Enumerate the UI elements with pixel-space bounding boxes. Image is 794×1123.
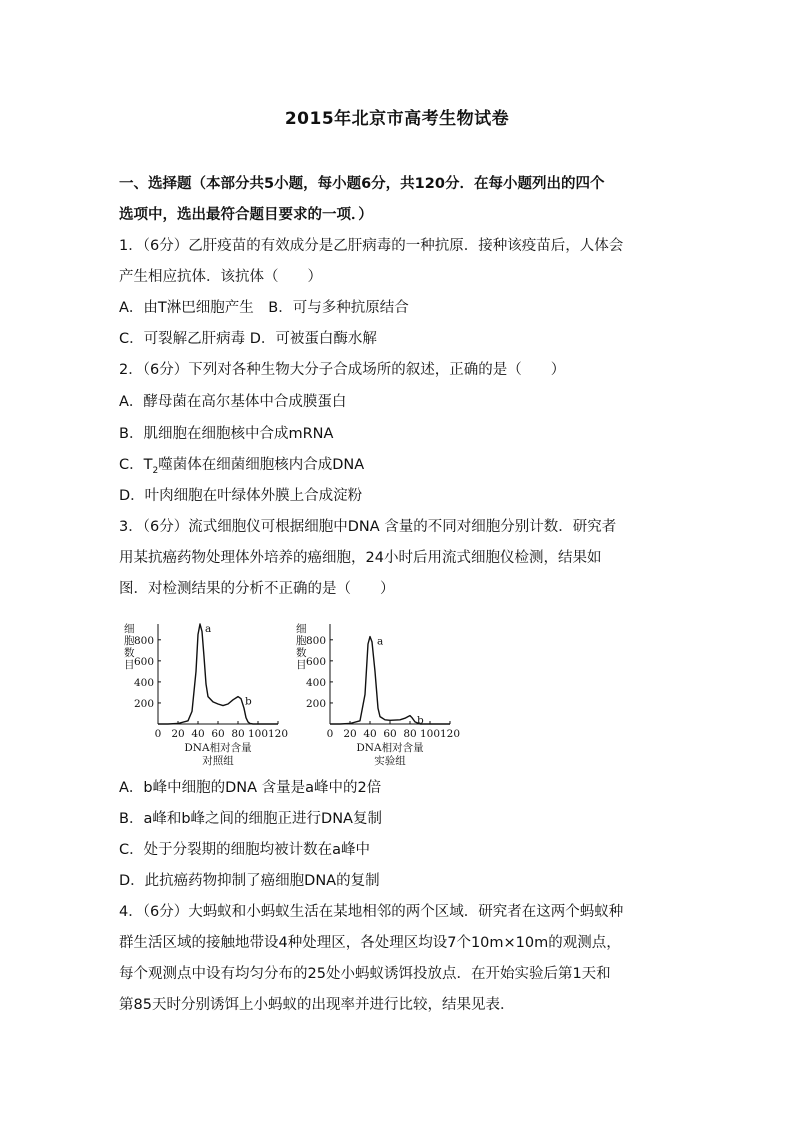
x-tick-label: 20: [343, 728, 357, 740]
peak-label: a: [205, 623, 212, 635]
q2-option-b: B．肌细胞在细胞核中合成mRNA: [119, 426, 334, 442]
y-axis-label: 细胞数目: [296, 623, 307, 671]
q3-stem-line3: 图．对检测结果的分析不正确的是（ ）: [119, 581, 395, 597]
y-axis-label: 细胞数目: [124, 623, 135, 671]
series-line: [158, 624, 278, 724]
q2-option-c-subscript: 2: [152, 465, 159, 476]
x-tick-label: 80: [231, 728, 245, 740]
q1-stem-line1: 1．（6分）乙肝疫苗的有效成分是乙肝病毒的一种抗原．接种该疫苗后，人体会: [119, 238, 624, 254]
q1-options-ab: A．由T淋巴细胞产生 B．可与多种抗原结合: [119, 300, 409, 316]
x-tick-label: 0: [326, 728, 334, 740]
q4-stem-line3: 每个观测点中设有均匀分布的25处小蚂蚁诱饵投放点．在开始实验后第1天和: [119, 966, 611, 982]
page-title: 2015年北京市高考生物试卷: [284, 109, 510, 129]
x-axis-label: DNA相对含量: [184, 742, 252, 754]
y-tick-label: 600: [305, 655, 326, 668]
x-tick-label: 100: [419, 728, 441, 740]
x-tick-label: 20: [171, 728, 185, 740]
section-heading-line1: 一、选择题（本部分共5小题，每小题6分，共120分．在每小题列出的四个: [119, 176, 605, 192]
control-group-chart: [124, 623, 288, 767]
q1-options-cd: C．可裂解乙肝病毒 D．可被蛋白酶水解: [119, 331, 377, 347]
q4-stem-line4: 第85天时分别诱饵上小蚂蚁的出现率并进行比较，结果见表．: [119, 997, 515, 1013]
peak-label: b: [245, 695, 252, 708]
x-axis-label: DNA相对含量: [356, 742, 424, 754]
chart-caption: 对照组: [202, 755, 234, 767]
q3-option-a: A．b峰中细胞的DNA 含量是a峰中的2倍: [119, 780, 382, 796]
y-tick-label: 200: [133, 697, 154, 710]
q2-option-c: [119, 455, 679, 481]
y-tick-label: 400: [133, 676, 154, 689]
y-tick-label: 800: [133, 634, 154, 647]
q4-stem-line2: 群生活区域的接触地带设4种处理区，各处理区均设7个10m×10m的观测点，: [119, 935, 621, 951]
x-tick-label: 120: [267, 728, 289, 740]
q3-option-c: C．处于分裂期的细胞均被计数在a峰中: [119, 842, 371, 858]
x-tick-label: 0: [154, 728, 162, 740]
x-tick-label: 40: [191, 728, 205, 740]
x-tick-label: 120: [439, 728, 461, 740]
q1-stem-line2: 产生相应抗体．该抗体（ ）: [119, 269, 322, 285]
q2-option-c-text: 噬菌体在细菌细胞核内合成DNA: [158, 457, 365, 473]
peak-label: a: [377, 635, 384, 648]
experiment-group-chart: [296, 623, 460, 767]
y-tick-label: 200: [305, 697, 326, 710]
y-tick-label: 600: [133, 655, 154, 668]
x-tick-label: 80: [403, 728, 417, 740]
q3-figure: [118, 612, 461, 780]
series-line: [330, 637, 450, 724]
x-tick-label: 40: [363, 728, 377, 740]
x-tick-label: 60: [211, 728, 225, 740]
q2-option-a: A．酵母菌在高尔基体中合成膜蛋白: [119, 394, 347, 410]
q3-stem-line1: 3．（6分）流式细胞仪可根据细胞中DNA 含量的不同对细胞分别计数．研究者: [119, 519, 617, 535]
y-tick-label: 400: [305, 676, 326, 689]
section-heading-line2: 选项中，选出最符合题目要求的一项．）: [119, 207, 373, 223]
q4-stem-line1: 4．（6分）大蚂蚁和小蚂蚁生活在某地相邻的两个区域．研究者在这两个蚂蚁种: [119, 904, 624, 920]
q3-option-d: D．此抗癌药物抑制了癌细胞DNA的复制: [119, 873, 380, 889]
x-tick-label: 100: [247, 728, 269, 740]
q2-option-c-prefix: C．T: [119, 457, 153, 473]
peak-label: b: [417, 714, 424, 727]
q3-stem-line2: 用某抗癌药物处理体外培养的癌细胞，24小时后用流式细胞仪检测，结果如: [119, 550, 602, 566]
y-tick-label: 800: [305, 634, 326, 647]
q2-option-d: D．叶肉细胞在叶绿体外膜上合成淀粉: [119, 488, 363, 504]
chart-caption: 实验组: [374, 755, 406, 767]
q2-stem: 2．（6分）下列对各种生物大分子合成场所的叙述，正确的是（ ）: [119, 362, 566, 378]
q3-option-b: B．a峰和b峰之间的细胞正进行DNA复制: [119, 811, 382, 827]
x-tick-label: 60: [383, 728, 397, 740]
